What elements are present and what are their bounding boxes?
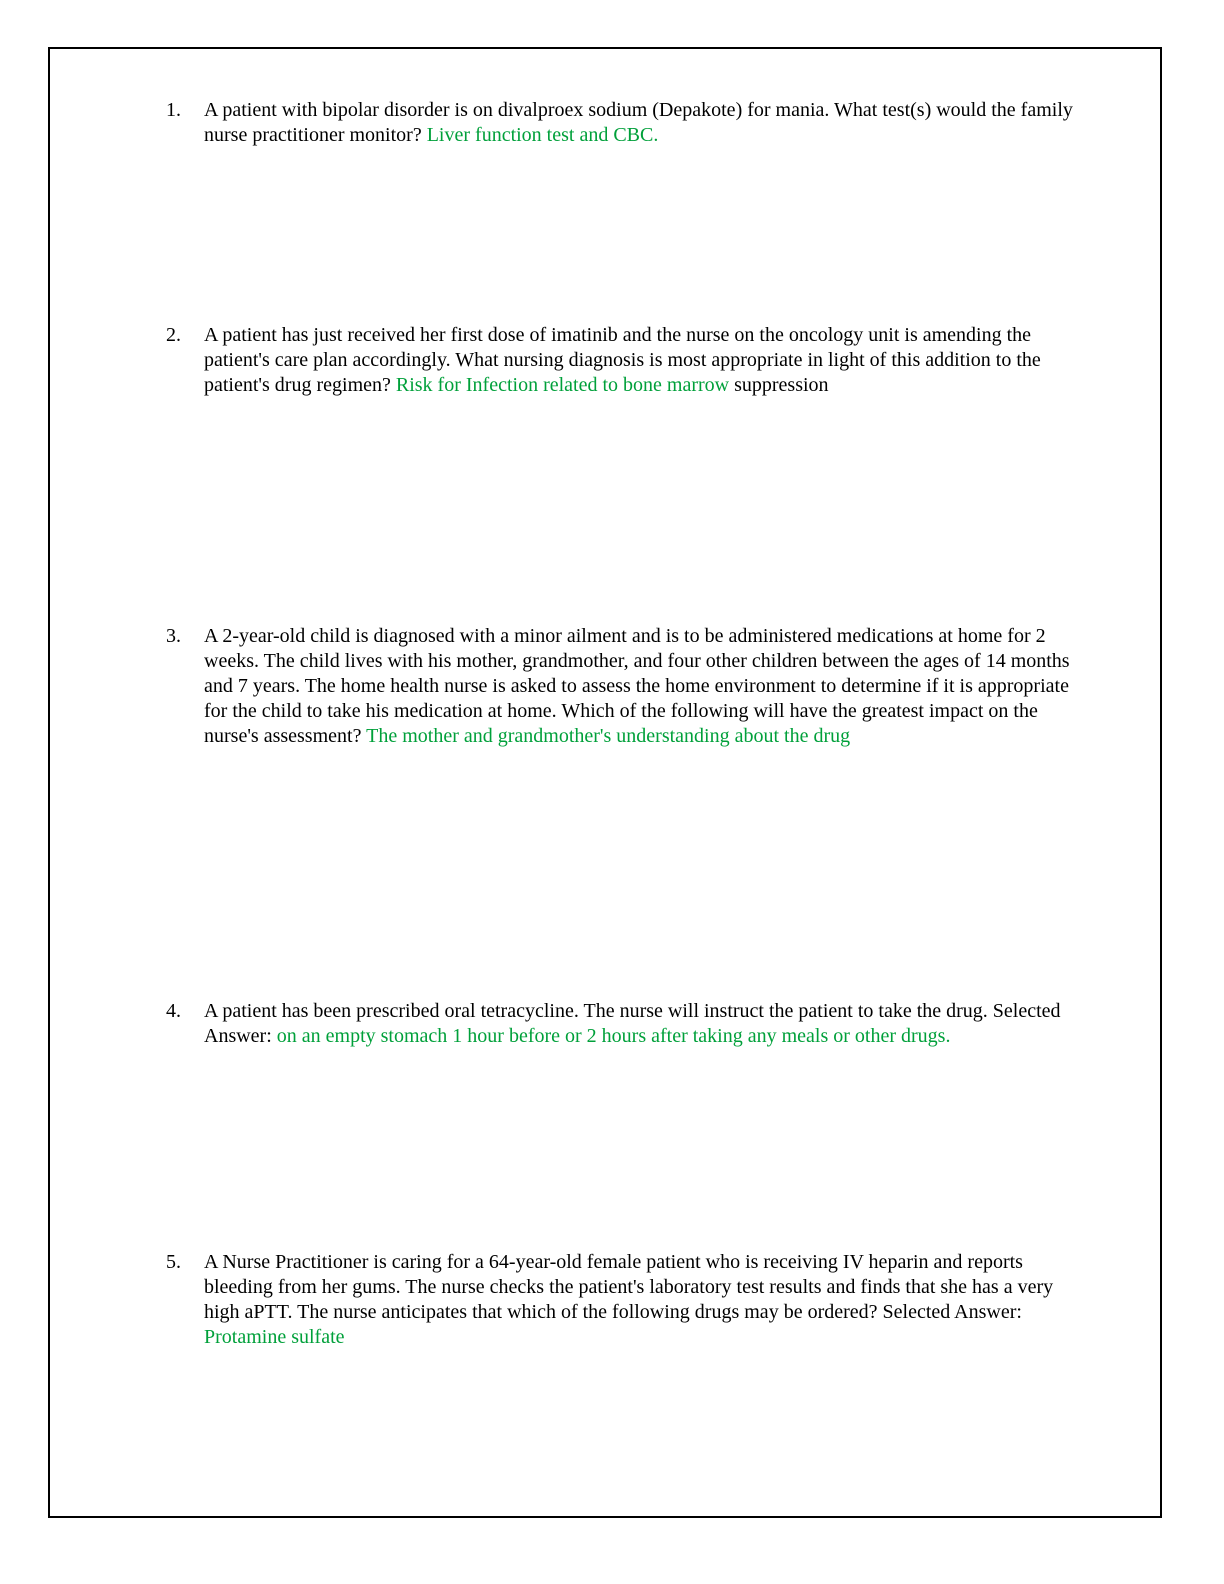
- question-prompt: A patient has just received her first dose of imatinib and the nurse on the oncology unit is amending the patient's care plan accordingly. What nursing diagnosis is most appropriate in light of this addition to the patient's drug regimen?: [204, 324, 1041, 396]
- question-prompt: A patient with bipolar disorder is on divalproex sodium (Depakote) for mania. What test(s) would the family nurse practitioner monitor?: [204, 99, 1073, 146]
- answer-text: on an empty stomach 1 hour before or 2 hours after taking any meals or other drugs.: [276, 1025, 951, 1047]
- answer-text: Liver function test and CBC.: [426, 124, 659, 146]
- question-text: [204, 999, 1076, 1049]
- answer-text: Protamine sulfate: [204, 1326, 345, 1348]
- question-number: 5.: [166, 1251, 181, 1273]
- question-text: [204, 323, 1076, 398]
- question-number: 2.: [166, 324, 181, 346]
- question-number: 3.: [166, 625, 181, 647]
- question-1: [166, 98, 1076, 148]
- question-prompt: A 2-year-old child is diagnosed with a minor ailment and is to be administered medications at home for 2 weeks. The child lives with his mother, grandmother, and four other children between the ages of 14 months and 7 years. The home health nurse is asked to assess the home environment to determine if it is appropriate for the child to take his medication at home. Which of the following will have the greatest impact on the nurse's assessment?: [204, 625, 1070, 747]
- question-prompt: A patient has been prescribed oral tetracycline. The nurse will instruct the patient to take the drug. Selected Answer:: [204, 1000, 1061, 1047]
- question-number: 1.: [166, 99, 181, 121]
- answer-text: The mother and grandmother's understanding about the drug: [366, 725, 851, 747]
- question-3: [166, 624, 1076, 749]
- answer-text: Risk for Infection related to bone marrow: [395, 374, 730, 396]
- question-text: [204, 624, 1076, 749]
- question-5: [166, 1250, 1076, 1350]
- question-number: 4.: [166, 1000, 181, 1022]
- question-prompt: A Nurse Practitioner is caring for a 64-year-old female patient who is receiving IV heparin and reports bleeding from her gums. The nurse checks the patient's laboratory test results and finds that she has a very high aPTT. The nurse anticipates that which of the following drugs may be ordered? Selected Answer:: [204, 1251, 1054, 1323]
- question-trailing: suppression: [729, 374, 829, 396]
- question-2: [166, 323, 1076, 398]
- question-text: [204, 1250, 1076, 1350]
- question-text: [204, 98, 1076, 148]
- question-4: [166, 999, 1076, 1049]
